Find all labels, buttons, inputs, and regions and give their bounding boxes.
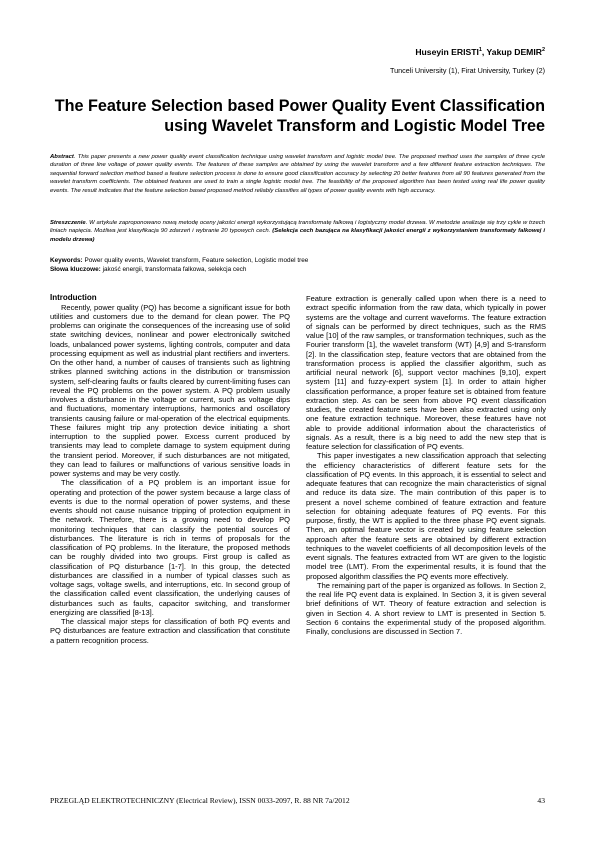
abstract [50,153,545,195]
streszczenie-text: . W artykule zaproponowano nową metodę oceny jakości energii wykorzystującą transformatę falkową i logistyczny model drzewa. W metodzie analizuje się trzy cykle w trzech liniach napięcia. Możliwa jest klasyfikacja 90 zdarzeń i wybranie 20 typowych cech. [50,220,545,235]
streszczenie-polish-title: (Selekcja cech bazująca na klasyfikacji jakości energii z wykorzystaniem transformaty falkowej i modelu drzewa) [50,228,545,243]
page-number: 43 [537,796,545,805]
body-paragraph: Feature extraction is generally called upon when there is a need to extract specific information from the raw data, which typically in power systems are the voltage and current waveforms. The feature extraction of signals can be performed by direct techniques, such as the RMS value [10] of the raw samples, or transformation techniques, such as the Fourier transform [1], the wavelet transform (WT) [4,9] and S-transform [2]. In the classification step, feature vectors that are obtained from the transformation process is applied the classifier algorithm, such as artificial neural network [6], support vector machines [9,10], expert system [11] and fuzzy-expert system [1]. In order to attain higher classification performance, a proper feature set is obtained from feature extraction step. As can be seen from above PQ event classification studies, the created feature sets have been also extracted using only one feature extraction technique. Moreover, these features have not able to provide additional information about the characteristics of signals. As a result, there is a big need to add the new step that is feature selection for classification of PQ events. [306,294,546,451]
keywords-pl-label: Słowa kluczowe: [50,265,101,273]
keywords-pl-text: jakość energii, transformata falkowa, selekcja cech [100,265,247,273]
journal-citation: PRZEGLĄD ELEKTROTECHNICZNY (Electrical Review), ISSN 0033-2097, R. 88 NR 7a/2012 [50,796,350,805]
author-1-affiliation-mark: 1 [478,47,482,54]
right-column [306,294,546,636]
affiliation: Tunceli University (1), Firat University, Turkey (2) [390,66,545,75]
body-paragraph: This paper investigates a new classification approach that selecting the efficiency characteristics of different feature sets for the classification of PQ events. In this approach, it is essential to select and adequate features that can recognize the main characteristics of signal and reduce its data size. The main contribution of this paper is to present a novel scheme combined of feature extraction and feature selection for obtaining adequate features of PQ events. For this purpose, firstly, the WT is applied to the three phase PQ event signals. Then, an optimal feature vector is created by using feature selection approach after the feature sets are obtained by different extraction techniques to the wavelet coefficients of all decomposition levels of the event signals. The features extracted from WT are given to the logistic model tree (LMT). From the experimental results, it is found that the proposed algorithm classifies the PQ events more effectively. [306,451,546,581]
author-2: Yakup DEMIR [486,47,542,57]
body-paragraph: Recently, power quality (PQ) has become a significant issue for both utilities and customers due to the demand for clean power. The PQ problems can originate the consequences of the increasing use of solid state switching devices, nonlinear and power electronically switched loads, unbalanced power systems, lighting controls, computer and data processing equipment as well as industrial plant rectifiers and inverters. On the other hand, a number of causes of transients such as lightning strikes planned switching actions in the distribution or transmission system, self-clearing faults or faults cleared by current-limiting fuses can reveal the PQ problems on the power system. A PQ problem usually involves a disturbance in the voltage or current, such as voltage dips and fluctuations, momentary interruptions, harmonics and oscillatory transients causing failure or mal-operation of the electrical equipments. These failures might trip any protection device initiating a short interruption to the supplied power. Excess current produced by transients may lead to complete damage to system equipment during the transient period. Moreover, if such disturbances are not mitigated, they can lead to failures or malfunctions of various sensitive loads in power systems and may be very costly. [50,302,290,478]
left-column [50,293,290,645]
author-1: Huseyin ERISTI [415,47,479,57]
streszczenie [50,219,545,244]
paper-title [40,96,545,136]
streszczenie-label: Streszczenie [50,220,86,226]
body-paragraph: The classical major steps for classification of both PQ events and PQ disturbances are feature extraction and classification that constitute a pattern recognition process. [50,617,290,645]
keywords-label: Keywords: [50,257,83,264]
body-paragraph: The remaining part of the paper is organized as follows. In Section 2, the real life PQ event data is explained. In Section 3, it is given several brief definitions of WT. Theory of feature extraction and selection is given in Section 4. A short review to LMT is presented in Section 5. Section 6 contains the experimental study of the proposed algorithm. Finally, conclusions are discussed in Section 7. [306,580,546,636]
abstract-label: Abstract [50,154,74,160]
keywords-text: Power quality events, Wavelet transform, Feature selection, Logistic model tree [82,257,309,264]
author-line [415,47,545,57]
body-paragraph: The classification of a PQ problem is an important issue for operating and protection of the power system because a large class of events is due to the normal operation of power systems, and these events should not cause nuisance tripping of protection equipment in the network. Therefore, there is a growing need to develop PQ monitoring techniques that can classify the potential sources of disturbances. The literature is rich in terms of proposals for the classification of PQ problems. In the literature, the proposed methods can be roughly divided into two groups. First group is called as classification of PQ disturbance [1-7]. In this group, the detected disturbances are classified in a number of typical classes such as voltage sags, voltage swells, and interruptions, etc. In second group of the classification called event classification, the underlying causes of disturbances such as faults, capacitor switching, and transformer energizing are classified [8-13]. [50,478,290,617]
author-2-affiliation-mark: 2 [541,47,545,54]
title-line-1: The Feature Selection based Power Quality Event Classification [54,97,545,115]
author-separator: , [481,47,487,57]
keywords-pl [50,266,545,275]
abstract-text: . This paper presents a new power quality event classification technique using wavelet transform and logistic model tree. The proposed method uses the samples of three cycle duration of three line voltage of power quality events. The features of these samples are obtained by using the wavelet transform and a few different feature extraction techniques. The sequential forward selection method based a feature selection process is done to ensure good classification accuracy by selecting 20 better features from all 90 features generated from the wavelet transform coefficients. The obtained features are used to train a single logistic model tree. The feasibility of the proposed algorithm has been tested using real life power quality events. The result indicates that the feature selection based proposed method reliably classifies all types of power quality events with high accuracy. [50,154,545,194]
keywords-block [50,257,545,274]
section-heading-introduction: Introduction [50,293,97,302]
keywords-en [50,257,545,266]
title-line-2: using Wavelet Transform and Logistic Model Tree [164,117,545,135]
